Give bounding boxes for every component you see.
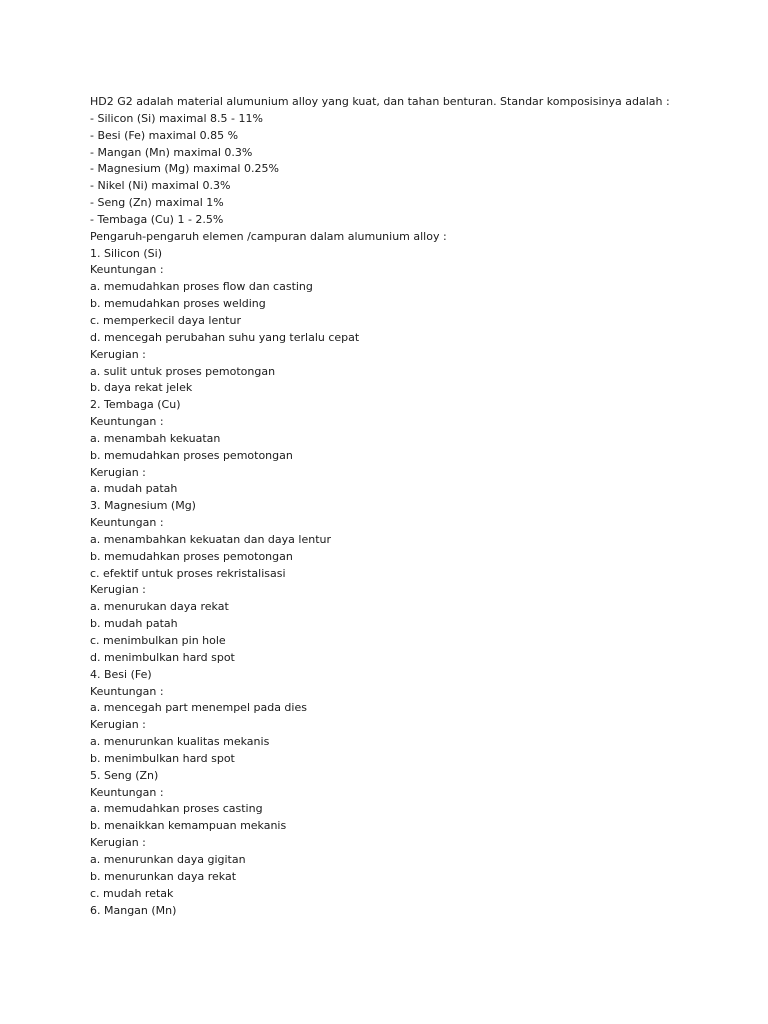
text-line: b. daya rekat jelek — [90, 381, 193, 395]
text-line: Keuntungan : — [90, 415, 164, 429]
text-line: 3. Magnesium (Mg) — [90, 499, 196, 513]
text-line: a. memudahkan proses flow dan casting — [90, 280, 313, 294]
text-line: - Magnesium (Mg) maximal 0.25% — [90, 162, 279, 176]
text-line: b. memudahkan proses welding — [90, 297, 266, 311]
text-line: - Silicon (Si) maximal 8.5 - 11% — [90, 111, 263, 125]
text-line: Kerugian : — [90, 718, 146, 732]
text-line: Keuntungan : — [90, 516, 164, 530]
text-line: - Nikel (Ni) maximal 0.3% — [90, 179, 231, 193]
text-line: a. mudah patah — [90, 482, 178, 496]
text-line: - Tembaga (Cu) 1 - 2.5% — [90, 212, 224, 226]
text-line: 4. Besi (Fe) — [90, 667, 152, 681]
text-line: 5. Seng (Zn) — [90, 768, 159, 782]
text-line: a. sulit untuk proses pemotongan — [90, 364, 276, 378]
text-line: Kerugian : — [90, 465, 146, 479]
text-line: b. mudah patah — [90, 617, 178, 631]
text-line: - Besi (Fe) maximal 0.85 % — [90, 128, 239, 142]
text-line: - Seng (Zn) maximal 1% — [90, 196, 224, 210]
document-text — [90, 94, 750, 919]
text-line: a. menurukan daya rekat — [90, 600, 229, 614]
text-line: a. menurunkan kualitas mekanis — [90, 735, 270, 749]
text-line: 1. Silicon (Si) — [90, 246, 163, 260]
text-line: a. memudahkan proses casting — [90, 802, 263, 816]
text-line: Keuntungan : — [90, 263, 164, 277]
text-line: a. menambahkan kekuatan dan daya lentur — [90, 532, 332, 546]
text-line: Keuntungan : — [90, 684, 164, 698]
text-line: c. menimbulkan pin hole — [90, 634, 226, 647]
text-line: c. mudah retak — [90, 886, 174, 900]
text-line: a. menurunkan daya gigitan — [90, 852, 246, 866]
text-line: b. menaikkan kemampuan mekanis — [90, 819, 287, 833]
text-line: b. memudahkan proses pemotongan — [90, 448, 293, 462]
text-line: d. menimbulkan hard spot — [90, 650, 235, 664]
text-line: 2. Tembaga (Cu) — [90, 398, 181, 412]
text-line: Kerugian : — [90, 583, 146, 597]
text-line: c. memperkecil daya lentur — [90, 313, 241, 327]
text-line: 6. Mangan (Mn) — [90, 903, 177, 917]
text-line: a. mencegah part menempel pada dies — [90, 701, 307, 715]
text-line: c. efektif untuk proses rekristalisasi — [90, 566, 286, 580]
text-line: a. menambah kekuatan — [90, 431, 221, 445]
text-line: Kerugian : — [90, 836, 146, 850]
text-line: - Mangan (Mn) maximal 0.3% — [90, 145, 253, 159]
text-line: b. menurunkan daya rekat — [90, 869, 237, 883]
text-line: Pengaruh-pengaruh elemen /campuran dalam alumunium alloy : — [90, 229, 447, 243]
text-line: b. menimbulkan hard spot — [90, 751, 235, 765]
text-line: Kerugian : — [90, 347, 146, 361]
text-line: HD2 G2 adalah material alumunium alloy yang kuat, dan tahan benturan. Standar komposisinya adalah : — [90, 95, 670, 108]
text-line: Keuntungan : — [90, 785, 164, 799]
text-line: b. memudahkan proses pemotongan — [90, 549, 293, 563]
text-line: d. mencegah perubahan suhu yang terlalu cepat — [90, 330, 360, 344]
